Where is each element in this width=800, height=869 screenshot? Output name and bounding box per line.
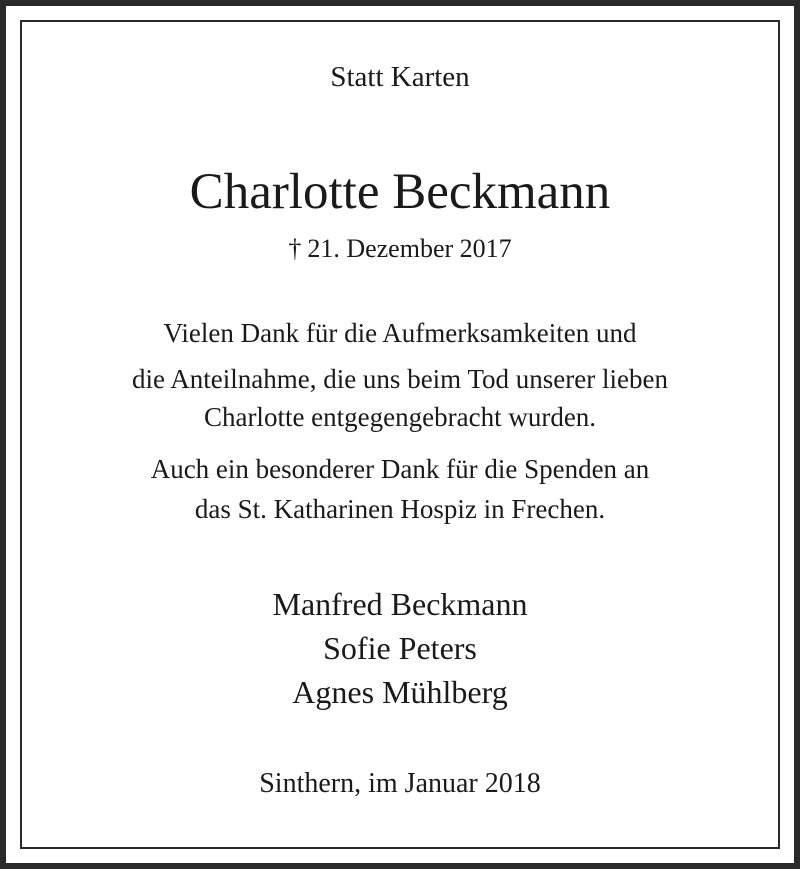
death-date: 21. Dezember 2017: [307, 234, 512, 263]
message-line-2: die Anteilnahme, die uns beim Tod unserer lieben: [132, 364, 668, 394]
place-and-date: Sinthern, im Januar 2018: [259, 768, 541, 799]
mourner-name-3: Agnes Mühlberg: [292, 674, 508, 710]
message-line-5: das St. Katharinen Hospiz in Frechen.: [194, 494, 606, 524]
message-line-4: Auch ein besonderer Dank für die Spenden an: [150, 454, 650, 484]
deceased-name: Charlotte Beckmann: [189, 164, 611, 220]
cross-icon: †: [288, 234, 302, 263]
mourner-name-1: Manfred Beckmann: [272, 586, 528, 622]
mourner-name-2: Sofie Peters: [323, 630, 477, 666]
header-statt-karten: Statt Karten: [330, 61, 470, 93]
message-line-1: Vielen Dank für die Aufmerksamkeiten und: [163, 318, 637, 348]
death-date-line: [0, 231, 800, 267]
message-line-3: Charlotte entgegengebracht wurden.: [203, 402, 597, 432]
